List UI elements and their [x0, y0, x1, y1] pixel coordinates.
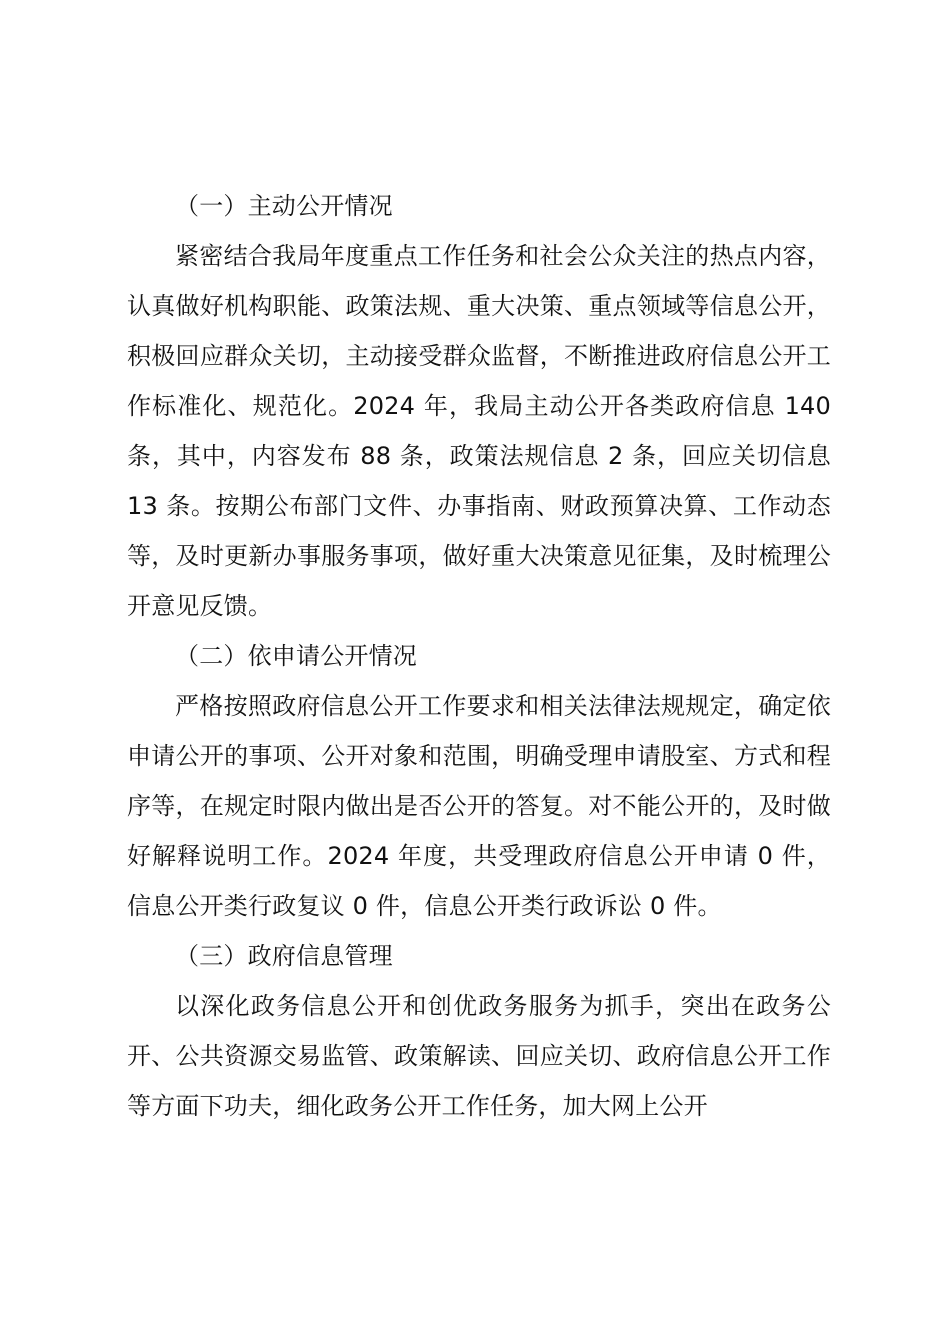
document-body	[127, 181, 831, 1131]
section-heading-information-management: （三）政府信息管理	[175, 942, 393, 970]
section-paragraph-proactive-disclosure: 紧密结合我局年度重点工作任务和社会公众关注的热点内容，认真做好机构职能、政策法规、重大决策、重点领域等信息公开，积极回应群众关切，主动接受群众监督，不断推进政府信息公开工作标准化、规范化。2024 年，我局主动公开各类政府信息 140 条，其中，内容发布 88 条，政策法规信息 2 条，回应关切信息 13 条。按期公布部门文件、办事指南、财政预算决算、工作动态等，及时更新办事服务事项，做好重大决策意见征集，及时梳理公开意见反馈。	[127, 242, 831, 620]
section-paragraph-application-disclosure: 严格按照政府信息公开工作要求和相关法律法规规定，确定依申请公开的事项、公开对象和范围，明确受理申请股室、方式和程序等，在规定时限内做出是否公开的答复。对不能公开的，及时做好解释说明工作。2024 年度，共受理政府信息公开申请 0 件，信息公开类行政复议 0 件，信息公开类行政诉讼 0 件。	[127, 692, 831, 920]
section-heading-proactive-disclosure: （一）主动公开情况	[175, 192, 393, 220]
section-paragraph-information-management: 以深化政务信息公开和创优政务服务为抓手，突出在政务公开、公共资源交易监管、政策解读、回应关切、政府信息公开工作等方面下功夫，细化政务公开工作任务，加大网上公开	[127, 992, 831, 1120]
section-heading-application-disclosure: （二）依申请公开情况	[175, 642, 417, 670]
